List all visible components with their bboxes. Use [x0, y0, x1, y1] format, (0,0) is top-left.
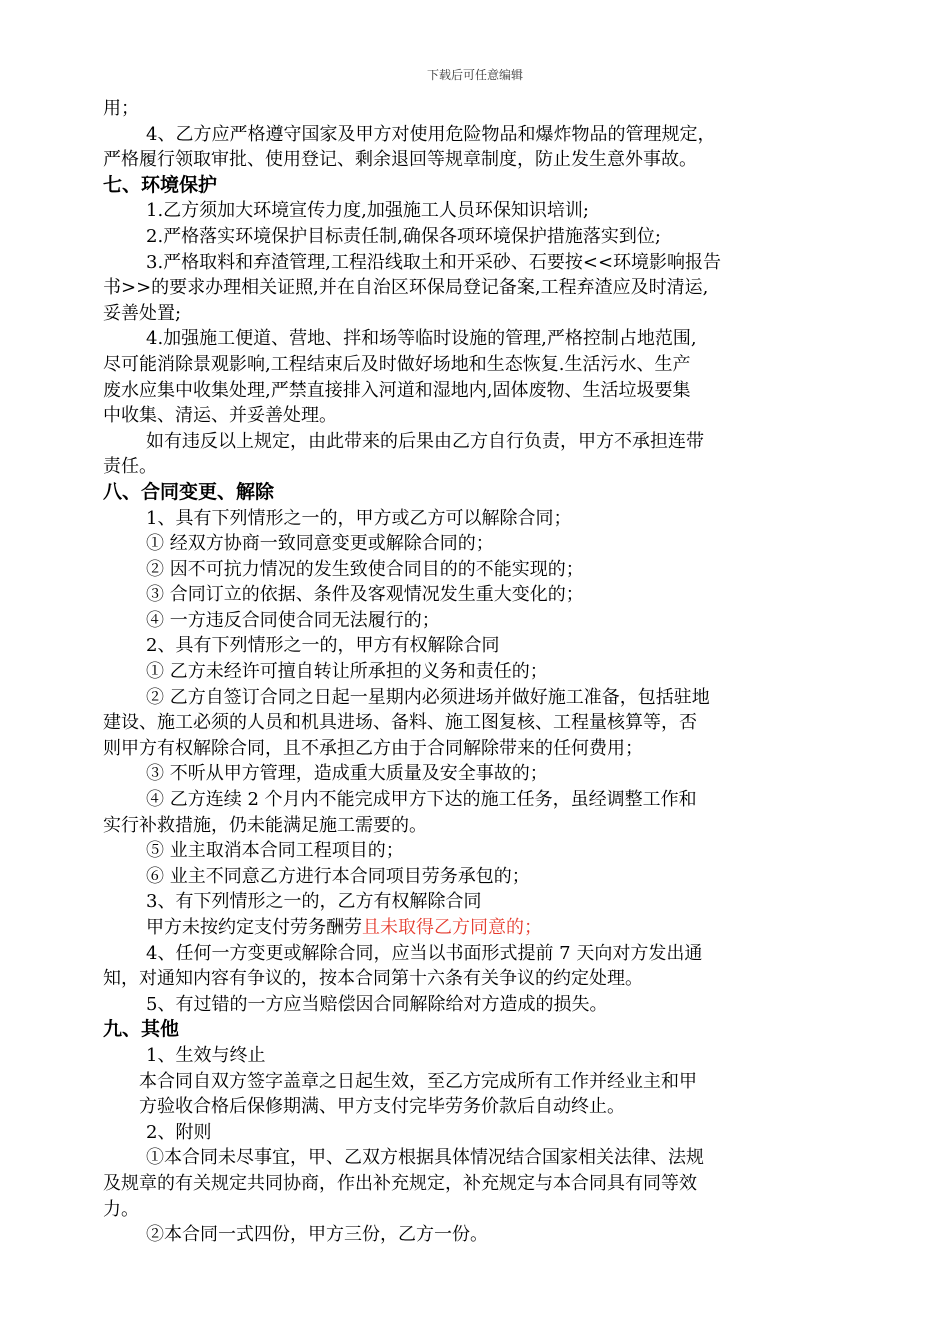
text-line: ② 因不可抗力情况的发生致使合同目的的不能实现的；	[146, 558, 584, 580]
text-line: 书>>的要求办理相关证照,并在自治区环保局登记备案,工程弃渣应及时清运,	[103, 277, 709, 299]
section-heading-8: 八、合同变更、解除	[103, 480, 275, 503]
text-line: 建设、施工必须的人员和机具进场、备料、施工图复核、工程量核算等，否	[103, 712, 697, 734]
text-line: 5、有过错的一方应当赔偿因合同解除给对方造成的损失。	[146, 993, 608, 1015]
text-line: 用；	[103, 98, 139, 119]
text-line: ①本合同未尽事宜，甲、乙双方根据具体情况结合国家相关法律、法规	[146, 1147, 704, 1169]
text-line: 1、具有下列情形之一的，甲方或乙方可以解除合同；	[146, 507, 572, 529]
text-line: ②本合同一式四份，甲方三份，乙方一份。	[146, 1224, 488, 1246]
text-line: 妥善处置;	[103, 302, 182, 324]
text-line: 知，对通知内容有争议的，按本合同第十六条有关争议的约定处理。	[103, 968, 643, 990]
text-line: 3、有下列情形之一的，乙方有权解除合同	[146, 891, 482, 913]
text-line: 尽可能消除景观影响,工程结束后及时做好场地和生态恢复.生活污水、生产	[103, 353, 691, 375]
text-line	[103, 915, 847, 941]
text-line: 严格履行领取审批、使用登记、剩余退回等规章制度，防止发生意外事故。	[103, 149, 697, 171]
text-span: 甲方未按约定支付劳务酬劳	[146, 917, 362, 938]
text-line: 2.严格落实环境保护目标责任制,确保各项环境保护措施落实到位;	[146, 225, 661, 247]
text-line: 实行补救措施，仍未能满足施工需要的。	[103, 814, 427, 836]
text-line: ④ 乙方连续 2 个月内不能完成甲方下达的施工任务，虽经调整工作和	[146, 789, 697, 811]
text-line: ⑤ 业主取消本合同工程项目的；	[146, 840, 404, 862]
text-line: 4、乙方应严格遵守国家及甲方对使用危险物品和爆炸物品的管理规定，	[146, 123, 716, 145]
text-line: 及规章的有关规定共同协商，作出补充规定，补充规定与本合同具有同等效	[103, 1172, 697, 1194]
text-line: 2、附则	[146, 1121, 212, 1143]
text-line: 责任。	[103, 456, 157, 478]
red-text-span: 且未取得乙方同意的；	[362, 917, 542, 938]
text-line: 方验收合格后保修期满、甲方支付完毕劳务价款后自动终止。	[139, 1096, 625, 1118]
section-heading-7: 七、环境保护	[103, 173, 218, 196]
text-line: 如有违反以上规定，由此带来的后果由乙方自行负责，甲方不承担连带	[146, 430, 704, 452]
text-line: 力。	[103, 1198, 139, 1220]
text-line: 4.加强施工便道、营地、拌和场等临时设施的管理,严格控制占地范围,	[146, 328, 697, 350]
text-line: ① 乙方未经许可擅自转让所承担的义务和责任的；	[146, 661, 548, 683]
text-line: 中收集、清运、并妥善处理。	[103, 405, 337, 427]
text-line: 本合同自双方签字盖章之日起生效，至乙方完成所有工作并经业主和甲	[139, 1070, 697, 1092]
text-line: 2、具有下列情形之一的，甲方有权解除合同	[146, 635, 500, 657]
section-heading-9: 九、其他	[103, 1018, 180, 1041]
text-line: ⑥ 业主不同意乙方进行本合同项目劳务承包的；	[146, 865, 530, 887]
text-line: 则甲方有权解除合同，且不承担乙方由于合同解除带来的任何费用；	[103, 737, 643, 759]
text-line: 1、生效与终止	[146, 1044, 266, 1066]
text-line: ③ 合同订立的依据、条件及客观情况发生重大变化的；	[146, 584, 584, 606]
document-body	[103, 96, 847, 1248]
text-line: 1.乙方须加大环境宣传力度,加强施工人员环保知识培训;	[146, 200, 589, 222]
text-line: ① 经双方协商一致同意变更或解除合同的；	[146, 533, 494, 555]
text-line: 3.严格取料和弃渣管理,工程沿线取土和开采砂、石要按<<环境影响报告	[146, 251, 722, 273]
text-line: ② 乙方自签订合同之日起一星期内必须进场并做好施工准备，包括驻地	[146, 686, 710, 708]
text-line: ④ 一方违反合同使合同无法履行的；	[146, 609, 440, 631]
text-line: 废水应集中收集处理,严禁直接排入河道和湿地内,固体废物、生活垃圾要集	[103, 379, 691, 401]
text-line: ③ 不听从甲方管理，造成重大质量及安全事故的；	[146, 763, 548, 785]
text-line: 4、任何一方变更或解除合同，应当以书面形式提前 7 天向对方发出通	[146, 942, 703, 964]
page-header: 下载后可任意编辑	[426, 68, 523, 82]
